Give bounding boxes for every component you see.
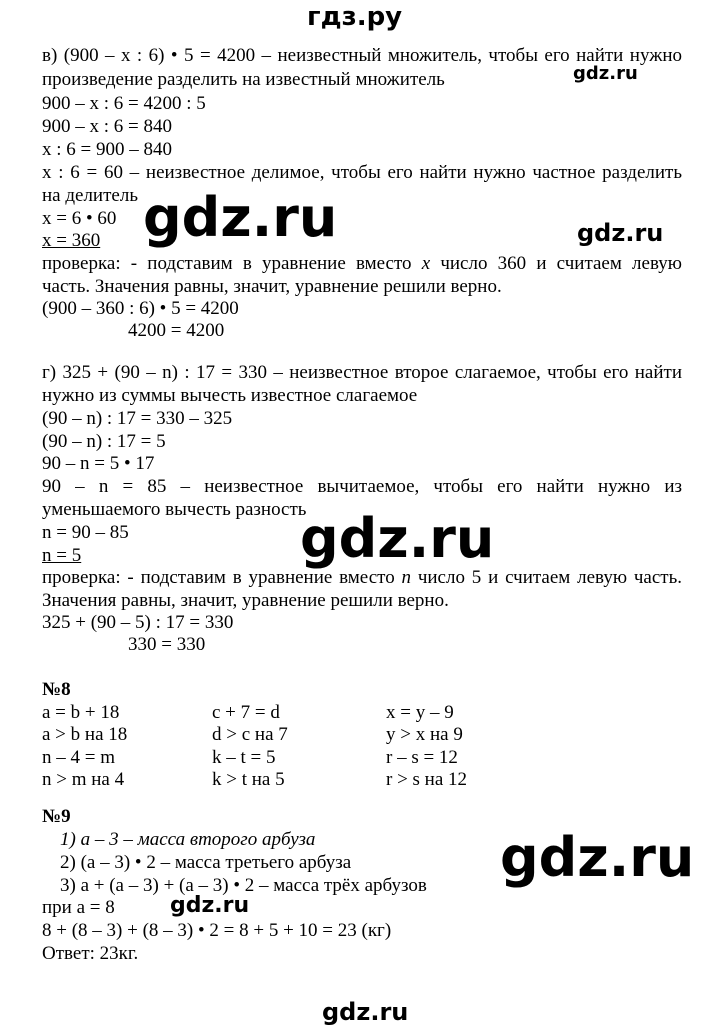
part-v-line-1: в) (900 – x : 6) • 5 = 4200 – неизвестный множитель, чтобы его найти нужно [42,45,682,66]
task8-cell: c + 7 = d [212,702,280,723]
task9-step-2: 2) (a – 3) • 2 – масса третьего арбуза [60,852,352,873]
watermark: gdz.ru [577,219,664,247]
part-v-check-line-4: 4200 = 4200 [128,320,225,341]
part-g-line-2: нужно из суммы вычесть известное слагаемое [42,385,418,406]
part-g-line-3: (90 – n) : 17 = 330 – 325 [42,408,233,429]
task8-cell: n – 4 = m [42,747,115,768]
footer-watermark: gdz.ru [322,998,409,1026]
part-v-line-3: 900 – x : 6 = 4200 : 5 [42,93,206,114]
part-g-line-8: n = 90 – 85 [42,522,129,543]
task9-title: №9 [42,806,71,827]
task8-cell: y > x на 9 [386,724,463,745]
watermark: gdz.ru [170,893,250,918]
part-g-line-7: уменьшаемого вычесть разность [42,499,307,520]
task9-step-3: 3) a + (a – 3) + (a – 3) • 2 – масса трёх арбузов [60,875,427,896]
part-v-line-8: x = 6 • 60 [42,208,117,229]
task9-calc: 8 + (8 – 3) + (8 – 3) • 2 = 8 + 5 + 10 = 23 (кг) [42,920,392,941]
part-g-answer: n = 5 [42,545,82,566]
task9-when: при a = 8 [42,897,115,918]
task8-cell: k – t = 5 [212,747,276,768]
part-v-line-4: 900 – x : 6 = 840 [42,116,172,137]
task8-cell: n > m на 4 [42,769,125,790]
watermark: gdz.ru [300,507,495,570]
part-v-line-7: на делитель [42,185,138,206]
task8-cell: r – s = 12 [386,747,458,768]
part-g-check-line-2: Значения равны, значит, уравнение решили верно. [42,590,449,611]
watermark: gdz.ru [143,186,338,249]
task8-title: №8 [42,679,71,700]
task8-cell: x = y – 9 [386,702,454,723]
task8-cell: r > s на 12 [386,769,468,790]
watermark: gdz.ru [500,826,695,889]
header-site-name: гдз.ру [307,2,403,32]
task9-answer: Ответ: 23кг. [42,943,139,964]
part-g-line-4: (90 – n) : 17 = 5 [42,431,166,452]
task8-cell: a = b + 18 [42,702,120,723]
watermark: gdz.ru [573,63,638,84]
task8-cell: a > b на 18 [42,724,128,745]
part-v-check-line-3: (900 – 360 : 6) • 5 = 4200 [42,298,239,319]
part-g-line-5: 90 – n = 5 • 17 [42,453,155,474]
part-v-check-line-1: проверка: - подставим в уравнение вместо x число 360 и считаем левую [42,253,682,274]
part-g-line-6: 90 – n = 85 – неизвестное вычитаемое, чтобы его найти нужно из [42,476,682,497]
task8-cell: d > c на 7 [212,724,288,745]
part-v-answer: x = 360 [42,230,101,251]
part-v-line-5: x : 6 = 900 – 840 [42,139,172,160]
part-v-line-6: x : 6 = 60 – неизвестное делимое, чтобы его найти нужно частное разделить [42,162,682,183]
task8-cell: k > t на 5 [212,769,285,790]
part-v-check-line-2: часть. Значения равны, значит, уравнение решили верно. [42,276,502,297]
part-v-line-2: произведение разделить на известный множитель [42,69,445,90]
part-g-line-1: г) 325 + (90 – n) : 17 = 330 – неизвестное второе слагаемое, чтобы его найти [42,362,682,383]
part-g-check-line-1: проверка: - подставим в уравнение вместо n число 5 и считаем левую часть. [42,567,682,588]
part-g-check-line-4: 330 = 330 [128,634,206,655]
part-g-check-line-3: 325 + (90 – 5) : 17 = 330 [42,612,234,633]
task9-step-1: 1) a – 3 – масса второго арбуза [60,829,316,850]
